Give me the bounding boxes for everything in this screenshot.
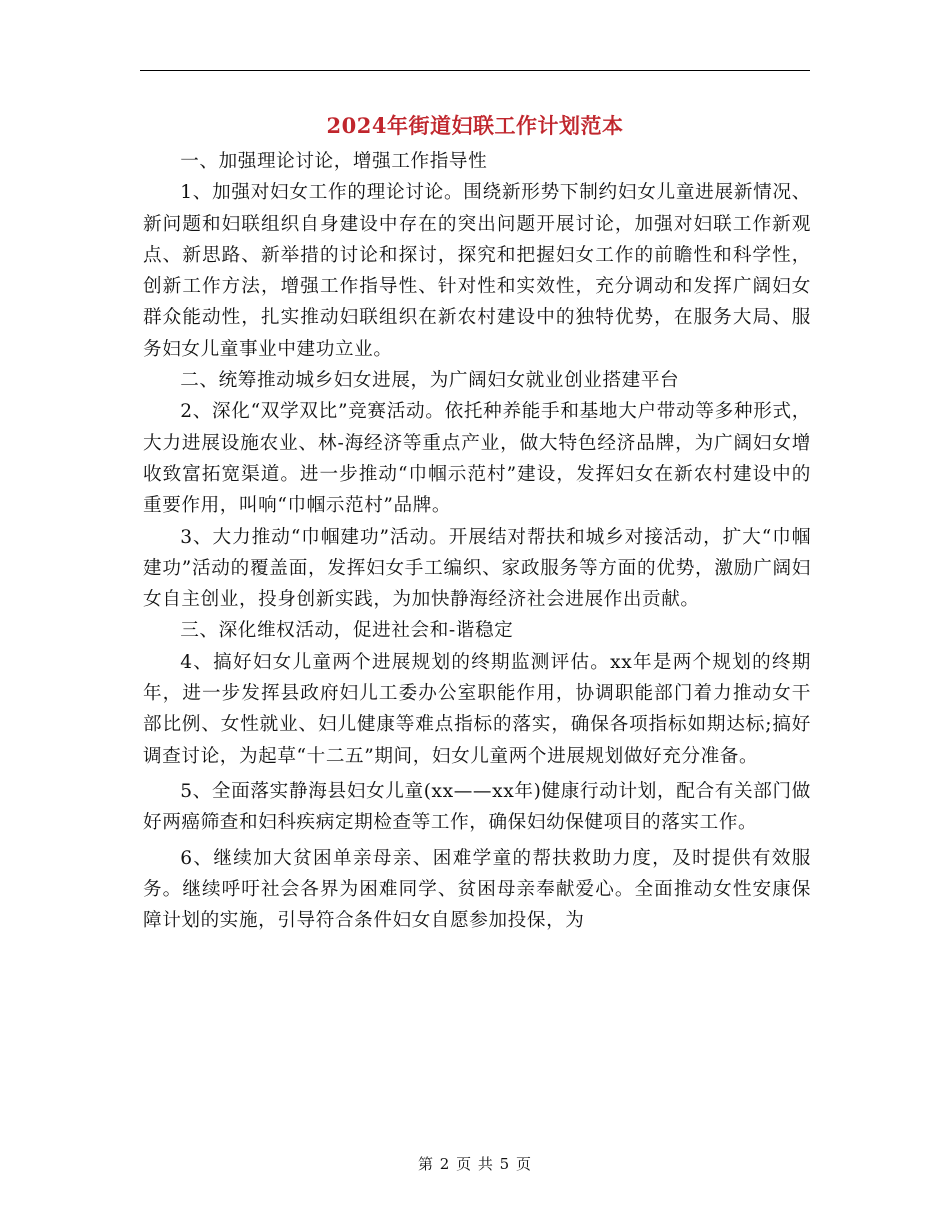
page-number-footer: 第 2 页 共 5 页 [418, 1155, 532, 1173]
body-paragraph-6: 6、继续加大贫困单亲母亲、困难学童的帮扶救助力度，及时提供有效服务。继续呼吁社会各界为困难同学、贫困母亲奉献爱心。全面推动女性安康保障计划的实施，引导符合条件妇女自愿参加投保，为 [143, 847, 811, 932]
document-body [143, 146, 811, 936]
body-paragraph-3: 3、大力推动“巾帼建功”活动。开展结对帮扶和城乡对接活动，扩大“巾帼建功”活动的覆盖面，发挥妇女手工编织、家政服务等方面的优势，激励广阔妇女自主创业，投身创新实践，为加快静海经济社会进展作出贡献。 [143, 526, 811, 611]
section-heading-2: 二、统筹推动城乡妇女进展，为广阔妇女就业创业搭建平台 [180, 370, 680, 392]
body-paragraph-4: 4、搞好妇女儿童两个进展规划的终期监测评估。xx年是两个规划的终期年，进一步发挥县政府妇儿工委办公室职能作用，协调职能部门着力推动女干部比例、女性就业、妇儿健康等难点指标的落实，确保各项指标如期达标;搞好调查讨论，为起草“十二五”期间，妇女儿童两个进展规划做好充分准备。 [143, 651, 811, 767]
section-heading-3: 三、深化维权活动，促进社会和-谐稳定 [180, 620, 514, 642]
body-paragraph-5: 5、全面落实静海县妇女儿童(xx——xx年)健康行动计划，配合有关部门做好两癌筛查和妇科疾病定期检查等工作，确保妇幼保健项目的落实工作。 [143, 780, 811, 834]
body-paragraph-1: 1、加强对妇女工作的理论讨论。围绕新形势下制约妇女儿童进展新情况、新问题和妇联组织自身建设中存在的突出问题开展讨论，加强对妇联工作新观点、新思路、新举措的讨论和探讨，探究和把握妇女工作的前瞻性和科学性，创新工作方法，增强工作指导性、针对性和实效性，充分调动和发挥广阔妇女群众能动性，扎实推动妇联组织在新农村建设中的独特优势，在服务大局、服务妇女儿童事业中建功立业。 [143, 182, 811, 360]
body-paragraph-2: 2、深化“双学双比”竞赛活动。依托种养能手和基地大户带动等多种形式，大力进展设施农业、林-海经济等重点产业，做大特色经济品牌，为广阔妇女增收致富拓宽渠道。进一步推动“巾帼示范村”建设，发挥妇女在新农村建设中的重要作用，叫响“巾帼示范村”品牌。 [143, 401, 811, 517]
document-title: 2024年街道妇联工作计划范本 [326, 113, 624, 138]
section-heading-1: 一、加强理论讨论，增强工作指导性 [180, 151, 488, 172]
header-rule [140, 70, 810, 71]
